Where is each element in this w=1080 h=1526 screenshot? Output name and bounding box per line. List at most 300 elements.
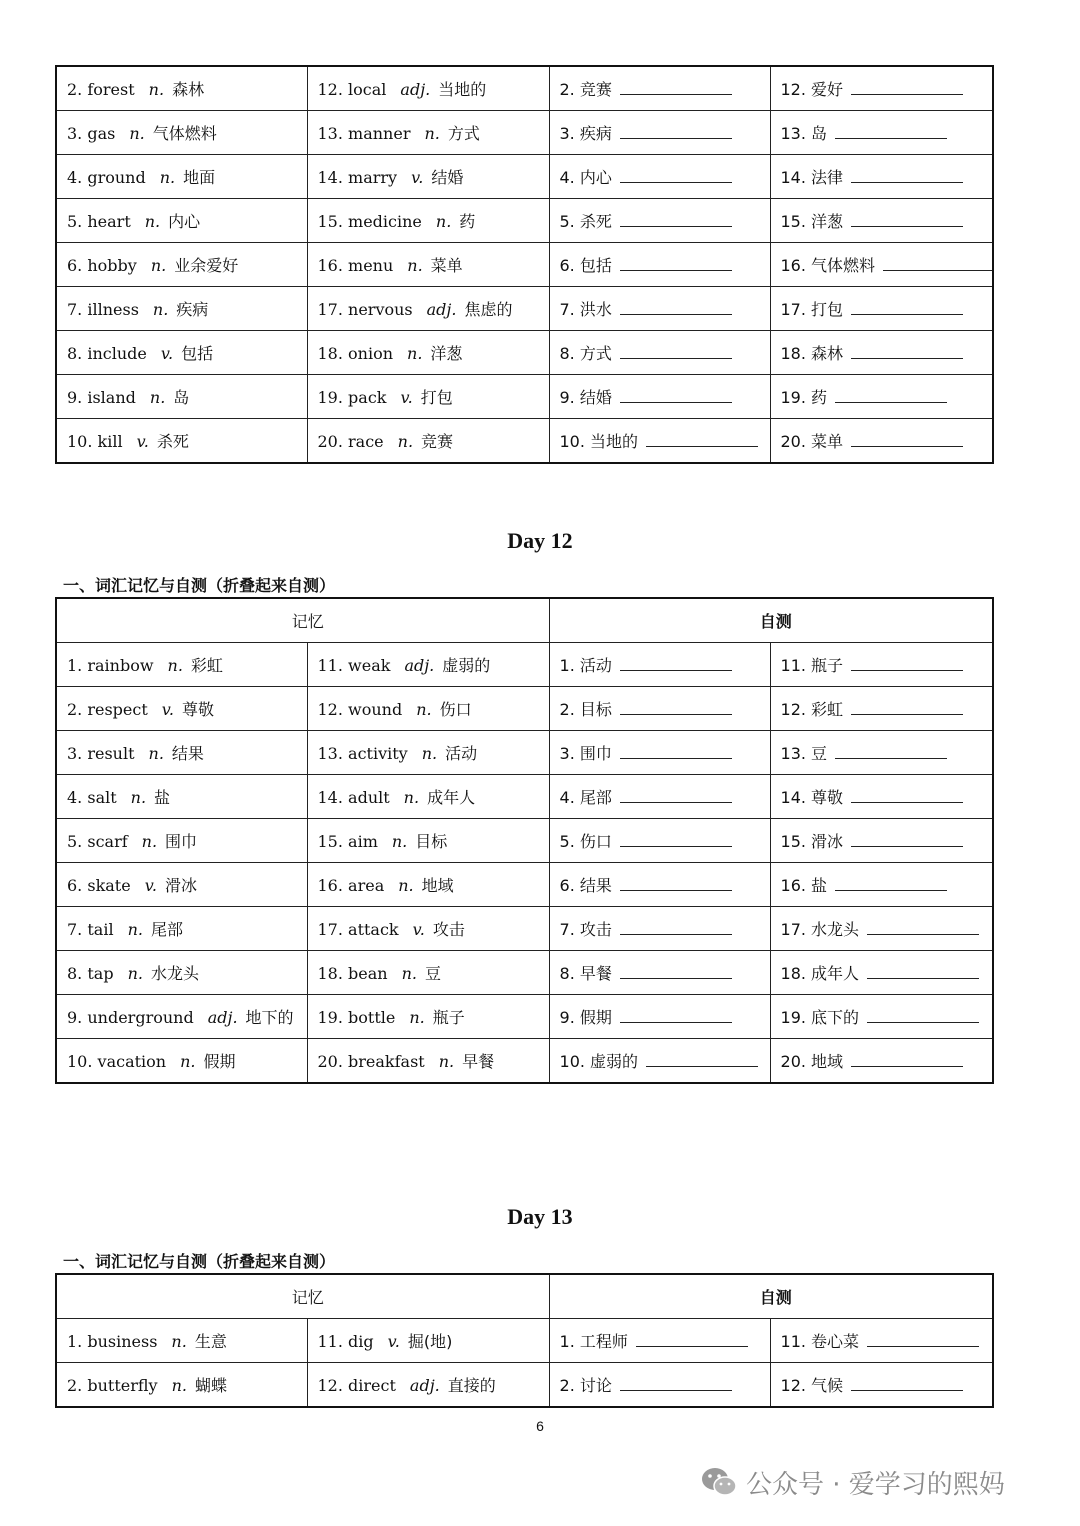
test-prompt: 3. 疾病 (559, 124, 612, 143)
test-cell (770, 731, 993, 775)
english-word: 15. aim (317, 832, 378, 851)
test-prompt: 14. 法律 (780, 168, 844, 187)
test-cell (549, 731, 770, 775)
test-prompt: 13. 豆 (780, 744, 828, 763)
english-word: 10. kill (67, 432, 123, 451)
chinese-meaning: 药 (459, 212, 476, 231)
test-cell (549, 907, 770, 951)
table-row (56, 331, 993, 375)
answer-blank[interactable] (620, 388, 732, 403)
test-prompt: 20. 地域 (780, 1052, 844, 1071)
chinese-meaning: 直接的 (447, 1376, 496, 1395)
answer-blank[interactable] (851, 656, 963, 671)
table-row (56, 863, 993, 907)
english-word: 15. medicine (317, 212, 422, 231)
table-row (56, 1039, 993, 1084)
memory-cell (307, 731, 549, 775)
english-word: 9. island (67, 388, 136, 407)
memory-cell (56, 863, 307, 907)
memory-cell (56, 419, 307, 464)
part-of-speech: v. (412, 920, 425, 939)
test-cell (770, 863, 993, 907)
english-word: 14. marry (317, 168, 398, 187)
test-cell (549, 1319, 770, 1363)
answer-blank[interactable] (620, 920, 732, 935)
part-of-speech: v. (160, 344, 174, 363)
chinese-meaning: 尊敬 (182, 700, 215, 719)
answer-blank[interactable] (835, 744, 947, 759)
day13-title: Day 13 (507, 1204, 573, 1229)
answer-blank[interactable] (867, 1332, 979, 1347)
english-word: 5. scarf (67, 832, 128, 851)
english-word: 10. vacation (67, 1052, 167, 1071)
chinese-meaning: 地面 (183, 168, 216, 187)
chinese-meaning: 彩虹 (190, 656, 223, 675)
answer-blank[interactable] (620, 256, 732, 271)
test-prompt: 5. 杀死 (559, 212, 612, 231)
answer-blank[interactable] (851, 212, 963, 227)
memory-cell (56, 1319, 307, 1363)
chinese-meaning: 内心 (168, 212, 201, 231)
memory-cell (307, 775, 549, 819)
test-prompt: 8. 早餐 (559, 964, 612, 983)
memory-cell (56, 287, 307, 331)
chinese-meaning: 焦虑的 (464, 300, 513, 319)
test-prompt: 14. 尊敬 (780, 788, 844, 807)
test-cell (549, 155, 770, 199)
english-word: 17. attack (317, 920, 399, 939)
table-row (56, 1363, 993, 1408)
part-of-speech: n. (149, 388, 166, 407)
chinese-meaning: 活动 (445, 744, 478, 763)
part-of-speech: n. (144, 212, 161, 231)
table-row (56, 287, 993, 331)
test-prompt: 7. 洪水 (559, 300, 612, 319)
memory-cell (307, 819, 549, 863)
chinese-meaning: 结婚 (431, 168, 464, 187)
part-of-speech: adj. (404, 656, 435, 675)
answer-blank[interactable] (620, 876, 732, 891)
english-word: 6. skate (67, 876, 131, 895)
english-word: 18. onion (317, 344, 394, 363)
chinese-meaning: 竞赛 (421, 432, 454, 451)
english-word: 12. direct (317, 1376, 396, 1395)
answer-blank[interactable] (851, 1376, 963, 1391)
chinese-meaning: 地域 (421, 876, 454, 895)
part-of-speech: n. (127, 920, 143, 939)
part-of-speech: n. (421, 744, 438, 763)
part-of-speech: adj. (409, 1376, 440, 1395)
chinese-meaning: 尾部 (150, 920, 183, 939)
chinese-meaning: 生意 (194, 1332, 227, 1351)
answer-blank[interactable] (646, 432, 758, 447)
memory-cell (307, 419, 549, 464)
answer-blank[interactable] (620, 212, 732, 227)
english-word: 8. tap (67, 964, 114, 983)
test-prompt: 18. 成年人 (780, 964, 860, 983)
answer-blank[interactable] (835, 388, 947, 403)
memory-cell (307, 1363, 549, 1408)
part-of-speech: adj. (400, 80, 431, 99)
watermark-text: 公众号 · 爱学习的熙妈 (746, 1469, 1005, 1500)
test-cell (770, 951, 993, 995)
part-of-speech: adj. (426, 300, 457, 319)
test-cell (549, 819, 770, 863)
english-word: 11. weak (317, 656, 391, 675)
memory-cell (56, 643, 307, 687)
test-cell (770, 819, 993, 863)
answer-blank[interactable] (867, 1008, 979, 1023)
test-prompt: 11. 瓶子 (780, 656, 844, 675)
answer-blank[interactable] (851, 168, 963, 183)
answer-blank[interactable] (620, 700, 732, 715)
part-of-speech: n. (407, 256, 423, 275)
test-cell (549, 863, 770, 907)
memory-cell (307, 863, 549, 907)
test-cell (770, 419, 993, 464)
test-cell (549, 687, 770, 731)
chinese-meaning: 围巾 (165, 832, 198, 851)
part-of-speech: n. (129, 124, 145, 143)
english-word: 16. area (317, 876, 385, 895)
part-of-speech: n. (438, 1052, 455, 1071)
test-prompt: 2. 讨论 (559, 1376, 612, 1395)
memory-cell (56, 819, 307, 863)
english-word: 4. ground (67, 168, 146, 187)
page-number: 6 (536, 1418, 544, 1434)
memory-cell (307, 643, 549, 687)
memory-cell (307, 331, 549, 375)
answer-blank[interactable] (620, 124, 732, 139)
test-prompt: 6. 结果 (559, 876, 612, 895)
test-cell (549, 775, 770, 819)
memory-cell (56, 155, 307, 199)
chinese-meaning: 疾病 (176, 300, 209, 319)
chinese-meaning: 方式 (447, 124, 480, 143)
answer-blank[interactable] (620, 832, 732, 847)
test-cell (770, 66, 993, 111)
part-of-speech: n. (435, 212, 452, 231)
memory-cell (307, 907, 549, 951)
memory-cell (56, 731, 307, 775)
part-of-speech: adj. (207, 1008, 238, 1027)
answer-blank[interactable] (851, 832, 963, 847)
chinese-meaning: 地下的 (245, 1008, 294, 1027)
part-of-speech: n. (150, 256, 167, 275)
part-of-speech: n. (401, 964, 417, 983)
part-of-speech: n. (416, 700, 432, 719)
memory-cell (307, 951, 549, 995)
part-of-speech: v. (144, 876, 157, 895)
english-word: 2. respect (67, 700, 148, 719)
english-word: 13. activity (317, 744, 408, 763)
part-of-speech: n. (403, 788, 420, 807)
english-word: 7. tail (67, 920, 114, 939)
answer-blank[interactable] (851, 700, 963, 715)
test-prompt: 17. 打包 (780, 300, 844, 319)
english-word: 16. menu (317, 256, 394, 275)
table-row (56, 1319, 993, 1363)
test-prompt: 9. 假期 (559, 1008, 612, 1027)
memory-cell (56, 687, 307, 731)
test-prompt: 4. 内心 (559, 168, 612, 187)
english-word: 7. illness (67, 300, 139, 319)
memory-cell (56, 66, 307, 111)
chinese-meaning: 蝴蝶 (194, 1376, 227, 1395)
watermark (700, 1462, 1005, 1502)
answer-blank[interactable] (620, 656, 732, 671)
test-cell (770, 331, 993, 375)
test-prompt: 2. 目标 (559, 700, 612, 719)
day12-title: Day 12 (507, 528, 573, 553)
test-cell (549, 199, 770, 243)
english-word: 17. nervous (317, 300, 413, 319)
table-header-row (56, 598, 993, 643)
answer-blank[interactable] (620, 964, 732, 979)
english-word: 12. local (317, 80, 387, 99)
test-prompt: 15. 滑冰 (780, 832, 844, 851)
english-word: 2. butterfly (67, 1376, 158, 1395)
test-prompt: 1. 活动 (559, 656, 612, 675)
part-of-speech: n. (141, 832, 158, 851)
test-cell (770, 1319, 993, 1363)
chinese-meaning: 假期 (203, 1052, 236, 1071)
test-cell (770, 687, 993, 731)
chinese-meaning: 伤口 (439, 700, 472, 719)
table-row (56, 731, 993, 775)
day13-vocab-table (55, 1273, 994, 1408)
memory-cell (56, 1363, 307, 1408)
part-of-speech: n. (167, 656, 183, 675)
memory-cell (307, 1319, 549, 1363)
english-word: 8. include (67, 344, 147, 363)
memory-cell (307, 1039, 549, 1084)
memory-cell (56, 375, 307, 419)
chinese-meaning: 森林 (172, 80, 205, 99)
english-word: 4. salt (67, 788, 117, 807)
test-prompt: 17. 水龙头 (780, 920, 860, 939)
memory-cell (56, 243, 307, 287)
test-prompt: 8. 方式 (559, 344, 612, 363)
part-of-speech: n. (148, 80, 165, 99)
test-cell (549, 243, 770, 287)
test-prompt: 16. 盐 (780, 876, 828, 895)
test-cell (549, 1363, 770, 1408)
english-word: 14. adult (317, 788, 390, 807)
answer-blank[interactable] (851, 1052, 963, 1067)
english-word: 20. breakfast (317, 1052, 425, 1071)
table-row (56, 243, 993, 287)
test-prompt: 5. 伤口 (559, 832, 612, 851)
memory-cell (56, 995, 307, 1039)
chinese-meaning: 豆 (424, 964, 441, 983)
memory-header: 记忆 (56, 598, 549, 643)
memory-cell (307, 111, 549, 155)
test-cell (770, 775, 993, 819)
test-prompt: 2. 竞赛 (559, 80, 612, 99)
answer-blank[interactable] (851, 80, 963, 95)
english-word: 2. forest (67, 80, 135, 99)
chinese-meaning: 业余爱好 (174, 256, 239, 275)
test-prompt: 6. 包括 (559, 256, 612, 275)
memory-cell (56, 951, 307, 995)
part-of-speech: n. (171, 1376, 187, 1395)
test-cell (770, 243, 993, 287)
part-of-speech: n. (398, 876, 414, 895)
day12-section-heading: 一、词汇记忆与自测（折叠起来自测） (63, 576, 336, 595)
part-of-speech: n. (152, 300, 169, 319)
test-prompt: 12. 爱好 (780, 80, 844, 99)
test-prompt: 12. 彩虹 (780, 700, 844, 719)
test-prompt: 11. 卷心菜 (780, 1332, 860, 1351)
part-of-speech: n. (127, 964, 143, 983)
memory-cell (307, 155, 549, 199)
table-row (56, 951, 993, 995)
test-prompt: 12. 气候 (780, 1376, 844, 1395)
table-row (56, 775, 993, 819)
table-row (56, 687, 993, 731)
chinese-meaning: 打包 (420, 388, 453, 407)
test-cell (549, 1039, 770, 1084)
test-header: 自测 (549, 1274, 993, 1319)
test-prompt: 4. 尾部 (559, 788, 612, 807)
answer-blank[interactable] (620, 1008, 732, 1023)
answer-blank[interactable] (620, 168, 732, 183)
test-cell (770, 1039, 993, 1084)
table-row (56, 643, 993, 687)
answer-blank[interactable] (620, 788, 732, 803)
table-row (56, 375, 993, 419)
english-word: 3. result (67, 744, 135, 763)
part-of-speech: v. (387, 1332, 400, 1351)
test-prompt: 19. 底下的 (780, 1008, 860, 1027)
chinese-meaning: 滑冰 (164, 876, 197, 895)
part-of-speech: n. (409, 1008, 425, 1027)
part-of-speech: n. (171, 1332, 187, 1351)
english-word: 6. hobby (67, 256, 137, 275)
test-prompt: 15. 洋葱 (780, 212, 844, 231)
chinese-meaning: 洋葱 (430, 344, 463, 363)
answer-blank[interactable] (851, 788, 963, 803)
chinese-meaning: 瓶子 (432, 1008, 465, 1027)
english-word: 19. pack (317, 388, 387, 407)
part-of-speech: n. (180, 1052, 196, 1071)
answer-blank[interactable] (620, 80, 732, 95)
english-word: 1. business (67, 1332, 158, 1351)
test-prompt: 18. 森林 (780, 344, 844, 363)
test-cell (770, 155, 993, 199)
part-of-speech: n. (407, 344, 423, 363)
table-header-row (56, 1274, 993, 1319)
test-prompt: 1. 工程师 (559, 1332, 628, 1351)
day13-section-heading: 一、词汇记忆与自测（折叠起来自测） (63, 1252, 336, 1271)
english-word: 9. underground (67, 1008, 194, 1027)
chinese-meaning: 岛 (173, 388, 190, 407)
test-cell (770, 287, 993, 331)
test-cell (549, 375, 770, 419)
answer-blank[interactable] (835, 124, 947, 139)
part-of-speech: n. (397, 432, 414, 451)
answer-blank[interactable] (620, 1376, 732, 1391)
test-cell (549, 643, 770, 687)
memory-cell (56, 331, 307, 375)
chinese-meaning: 菜单 (430, 256, 463, 275)
test-cell (770, 643, 993, 687)
memory-cell (307, 375, 549, 419)
memory-cell (56, 111, 307, 155)
english-word: 19. bottle (317, 1008, 396, 1027)
answer-blank[interactable] (867, 964, 979, 979)
memory-cell (56, 775, 307, 819)
test-cell (549, 331, 770, 375)
memory-cell (307, 687, 549, 731)
chinese-meaning: 早餐 (462, 1052, 495, 1071)
table-row (56, 995, 993, 1039)
table-row (56, 155, 993, 199)
chinese-meaning: 当地的 (438, 80, 487, 99)
english-word: 12. wound (317, 700, 403, 719)
table-row (56, 66, 993, 111)
test-cell (549, 951, 770, 995)
answer-blank[interactable] (835, 876, 947, 891)
test-header: 自测 (549, 598, 993, 643)
answer-blank[interactable] (883, 256, 993, 271)
memory-cell (307, 243, 549, 287)
test-prompt: 16. 气体燃料 (780, 256, 876, 275)
test-cell (770, 111, 993, 155)
chinese-meaning: 结果 (171, 744, 204, 763)
answer-blank[interactable] (646, 1052, 758, 1067)
test-cell (770, 199, 993, 243)
chinese-meaning: 攻击 (432, 920, 465, 939)
memory-cell (56, 1039, 307, 1084)
part-of-speech: v. (400, 388, 413, 407)
english-word: 3. gas (67, 124, 116, 143)
part-of-speech: n. (159, 168, 176, 187)
english-word: 20. race (317, 432, 384, 451)
day11-vocab-table (55, 65, 994, 464)
test-cell (549, 419, 770, 464)
answer-blank[interactable] (636, 1332, 748, 1347)
answer-blank[interactable] (851, 300, 963, 315)
part-of-speech: n. (148, 744, 164, 763)
memory-header: 记忆 (56, 1274, 549, 1319)
test-cell (549, 287, 770, 331)
test-cell (770, 907, 993, 951)
table-row (56, 419, 993, 464)
answer-blank[interactable] (851, 344, 963, 359)
test-prompt: 19. 药 (780, 388, 828, 407)
chinese-meaning: 杀死 (156, 432, 189, 451)
english-word: 13. manner (317, 124, 411, 143)
english-word: 18. bean (317, 964, 388, 983)
answer-blank[interactable] (620, 300, 732, 315)
answer-blank[interactable] (620, 744, 732, 759)
memory-cell (56, 199, 307, 243)
english-word: 1. rainbow (67, 656, 154, 675)
table-row (56, 907, 993, 951)
test-cell (770, 1363, 993, 1408)
part-of-speech: n. (391, 832, 408, 851)
answer-blank[interactable] (867, 920, 979, 935)
answer-blank[interactable] (851, 432, 963, 447)
test-prompt: 3. 围巾 (559, 744, 612, 763)
test-cell (770, 375, 993, 419)
test-prompt: 9. 结婚 (559, 388, 612, 407)
wechat-icon (700, 1465, 738, 1499)
part-of-speech: v. (411, 168, 424, 187)
answer-blank[interactable] (620, 344, 732, 359)
